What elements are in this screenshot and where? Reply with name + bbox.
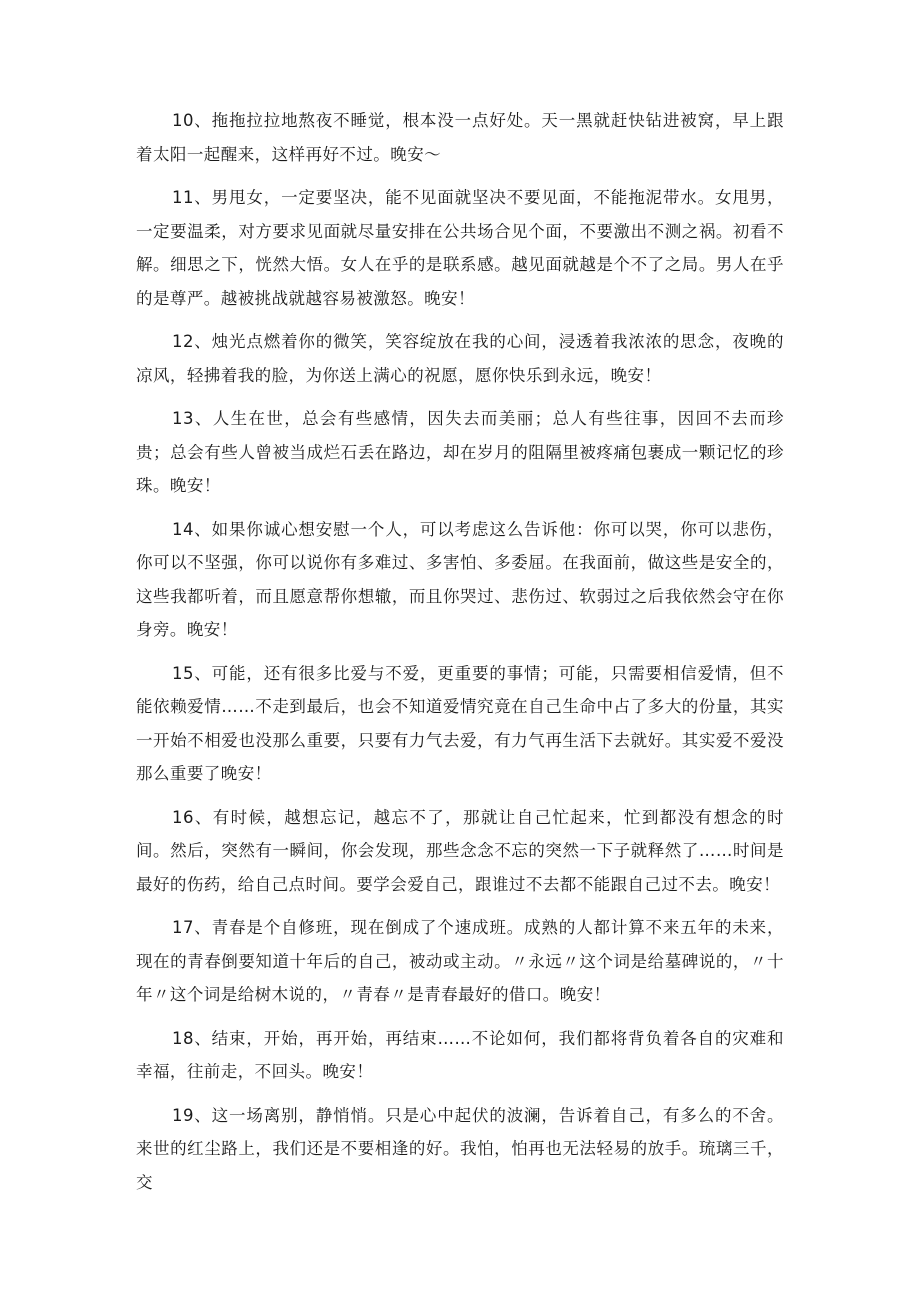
paragraph-19: 19、这一场离别，静悄悄。只是心中起伏的波澜，告诉着自己，有多么的不舍。来世的红尘路上，我们还是不要相逢的好。我怕，怕再也无法轻易的放手。琉璃三千，交 <box>136 1105 784 1192</box>
paragraph-13: 13、人生在世，总会有些感情，因失去而美丽；总人有些往事，因回不去而珍贵；总会有些人曾被当成烂石丢在路边，却在岁月的阻隔里被疼痛包裹成一颗记忆的珍珠。晚安！ <box>136 409 784 495</box>
paragraph-18: 18、结束，开始，再开始，再结束……不论如何，我们都将背负着各自的灾难和幸福，往前走，不回头。晚安！ <box>136 1028 784 1081</box>
paragraph-10: 10、拖拖拉拉地熬夜不睡觉，根本没一点好处。天一黑就赶快钻进被窝，早上跟着太阳一起醒来，这样再好不过。晚安～ <box>136 111 784 164</box>
paragraph-12: 12、烛光点燃着你的微笑，笑容绽放在我的心间，浸透着我浓浓的思念，夜晚的凉风，轻拂着我的脸，为你送上满心的祝愿，愿你快乐到永远，晚安！ <box>136 332 784 385</box>
paragraph-16: 16、有时候，越想忘记，越忘不了，那就让自己忙起来，忙到都没有想念的时间。然后，突然有一瞬间，你会发现，那些念念不忘的突然一下子就释然了……时间是最好的伤药，给自己点时间。要学会爱自己，跟谁过不去都不能跟自己过不去。晚安！ <box>136 807 784 894</box>
paragraph-14: 14、如果你诚心想安慰一个人，可以考虑这么告诉他：你可以哭，你可以悲伤，你可以不坚强，你可以说你有多难过、多害怕、多委屈。在我面前，做这些是安全的，这些我都听着，而且愿意帮你想辙，而且你哭过、悲伤过、软弱过之后我依然会守在你身旁。晚安！ <box>136 519 784 639</box>
document-body <box>136 104 784 1209</box>
paragraph-17: 17、青春是个自修班，现在倒成了个速成班。成熟的人都计算不来五年的未来，现在的青春倒要知道十年后的自己，被动或主动。〃永远〃这个词是给墓碑说的，〃十年〃这个词是给树木说的，〃青春〃是青春最好的借口。晚安！ <box>136 918 784 1004</box>
paragraph-15: 15、可能，还有很多比爱与不爱，更重要的事情；可能，只需要相信爱情，但不能依赖爱情……不走到最后，也会不知道爱情究竟在自己生命中占了多大的份量，其实一开始不相爱也没那么重要，只要有力气去爱，有力气再生活下去就好。其实爱不爱没那么重要了晚安！ <box>136 663 784 783</box>
paragraph-11: 11、男甩女，一定要坚决，能不见面就坚决不要见面，不能拖泥带水。女甩男，一定要温柔，对方要求见面就尽量安排在公共场合见个面，不要激出不测之祸。初看不解。细思之下，恍然大悟。女人在乎的是联系感。越见面就越是个不了之局。男人在乎的是尊严。越被挑战就越容易被激怒。晚安！ <box>136 188 784 308</box>
